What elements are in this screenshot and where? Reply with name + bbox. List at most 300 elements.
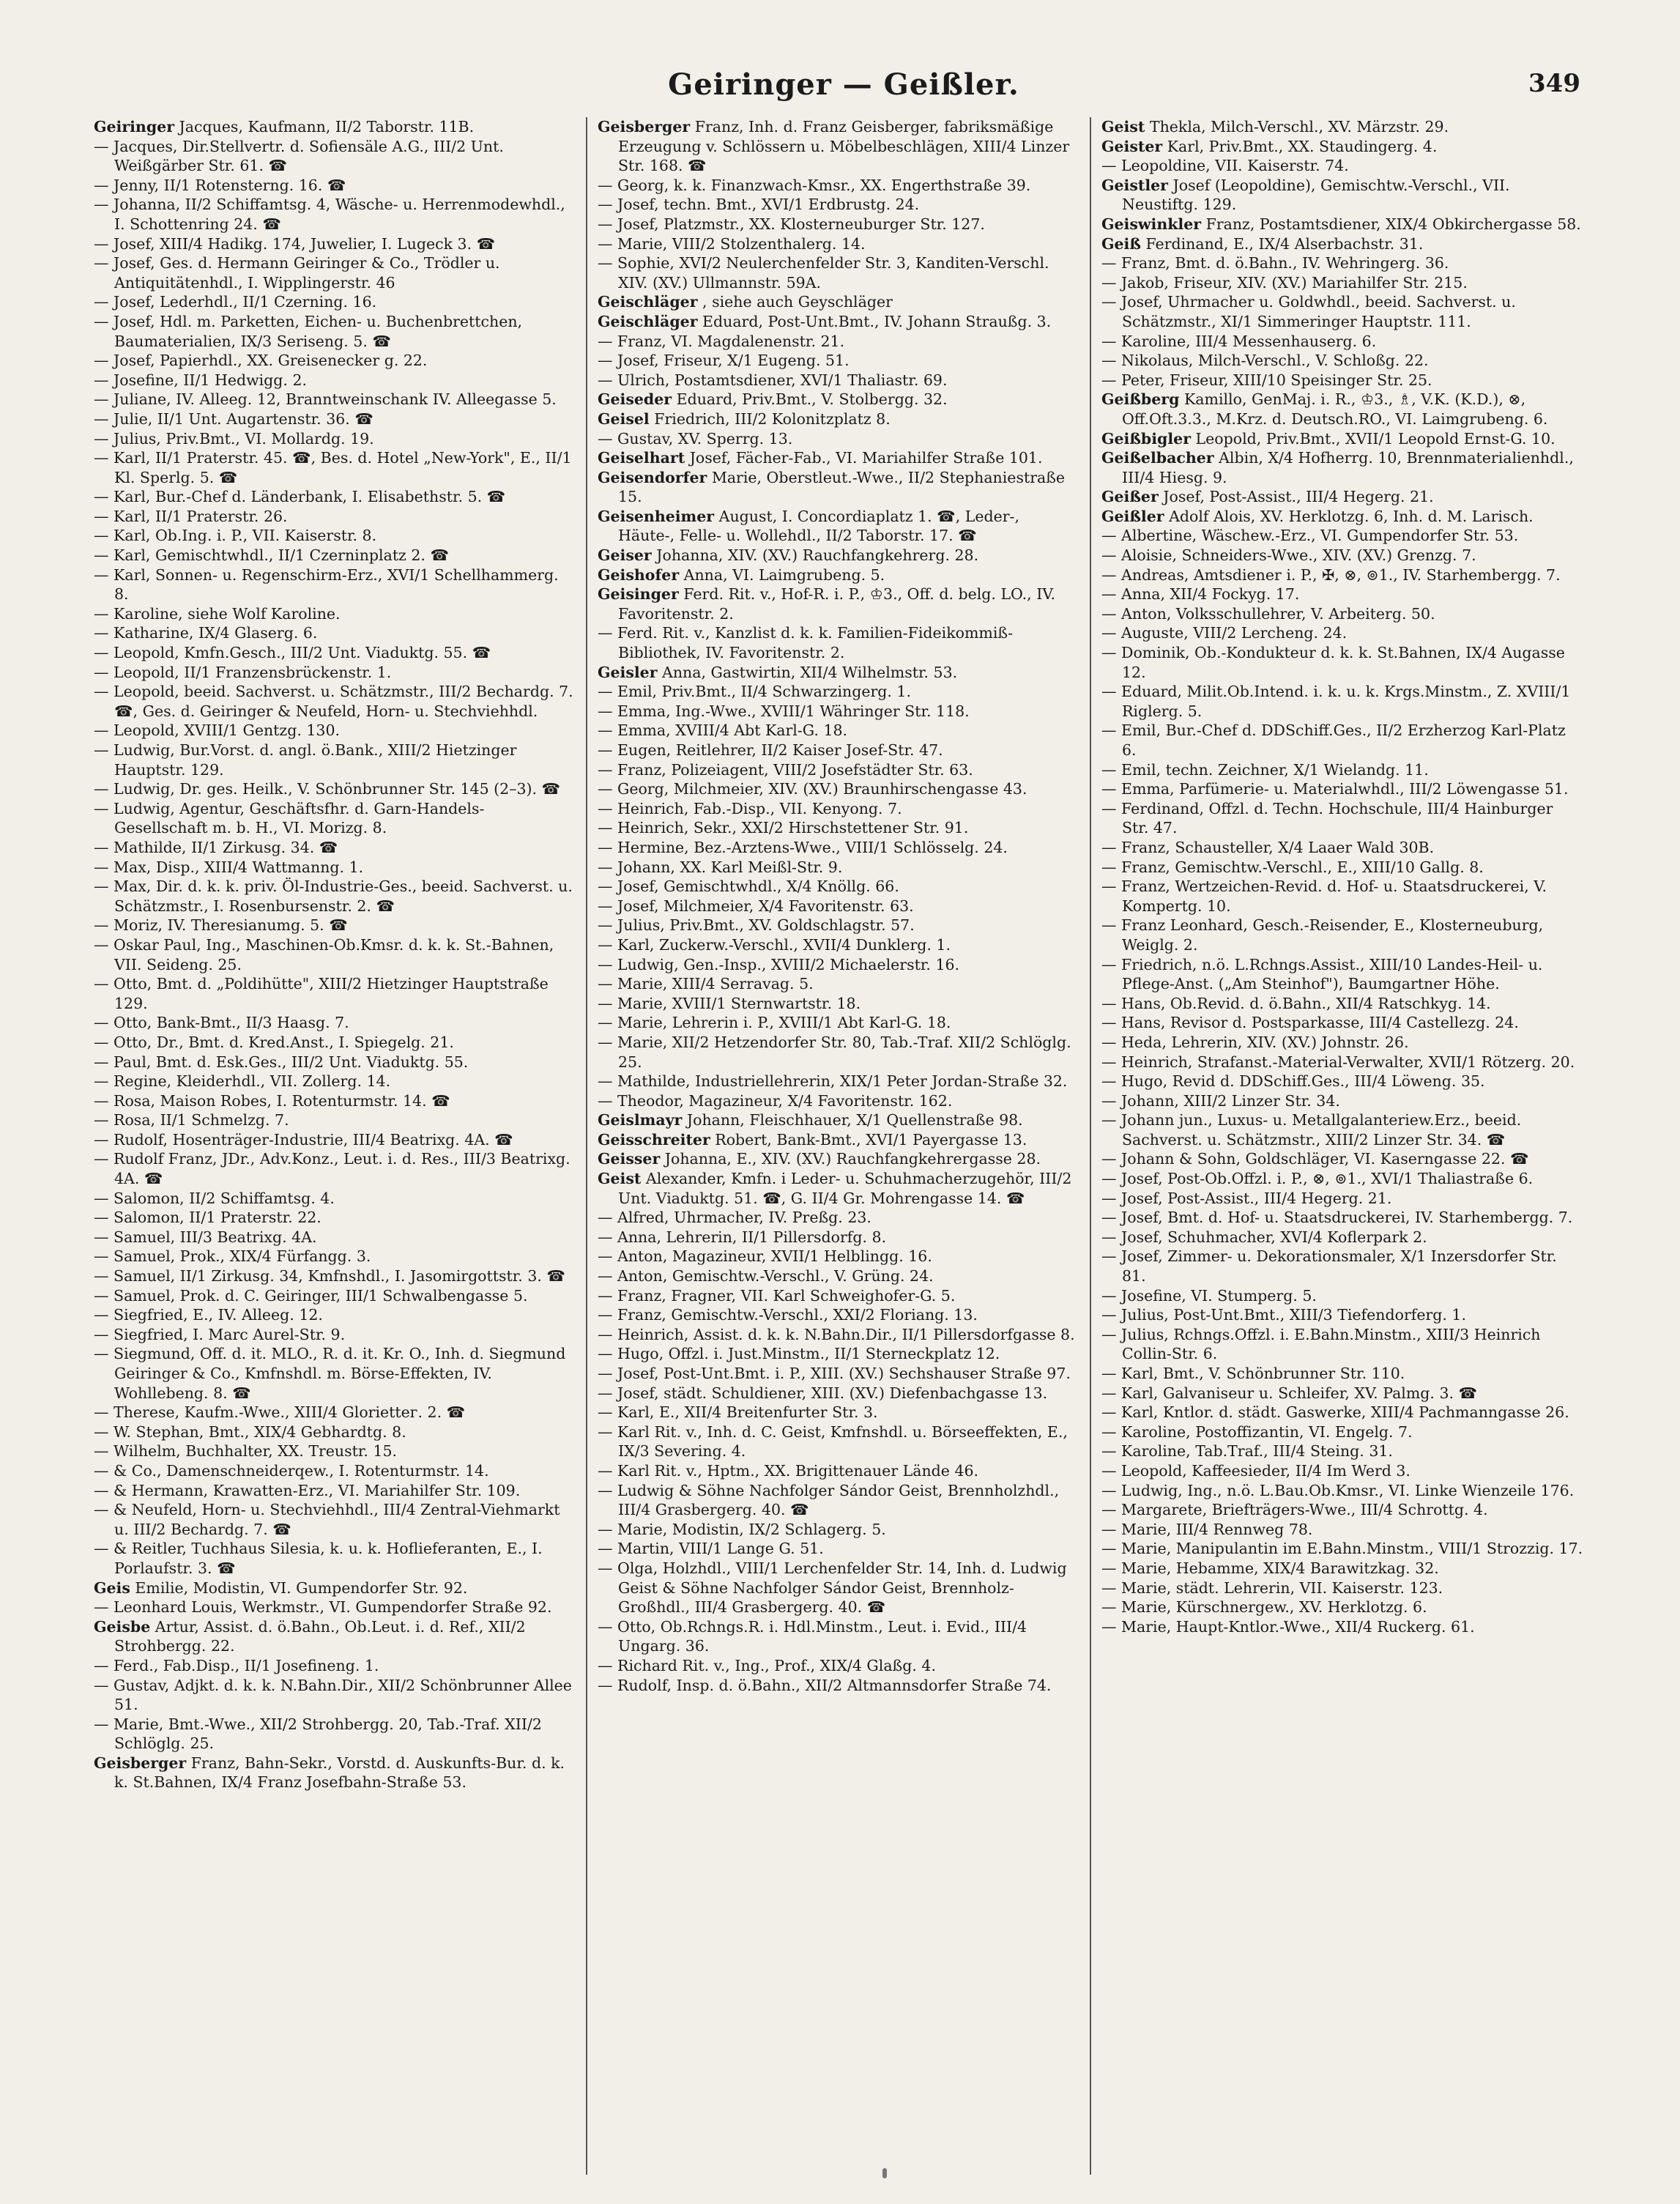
entry-text: Marie, städt. Lehrerin, VII. Kaiserstr. 123. — [1121, 1578, 1443, 1597]
entry-text: Emma, XVIII/4 Abt Karl-G. 18. — [617, 721, 848, 740]
entry-surname: Geisberger — [598, 118, 691, 136]
directory-entry — [598, 682, 1079, 702]
directory-entry — [1101, 1091, 1583, 1111]
entry-text: Josef, Hdl. m. Parketten, Eichen- u. Buchenbrettchen, Baumaterialien, IX/3 Seriseng. 5. ☎ — [114, 312, 523, 350]
directory-entry — [94, 663, 576, 683]
entry-text: Anna, Lehrerin, II/1 Pillersdorfg. 8. — [617, 1228, 887, 1246]
directory-entry — [598, 1305, 1079, 1325]
entry-text: Katharine, IX/4 Glaserg. 6. — [114, 624, 318, 642]
entry-text: Johanna, XIV. (XV.) Rauchfangkehrerg. 28. — [656, 546, 979, 565]
entry-surname: Geischläger — [598, 312, 698, 330]
directory-entry — [1101, 1617, 1583, 1637]
entry-text: Julius, Post-Unt.Bmt., XIII/3 Tiefendorferg. 1. — [1121, 1306, 1466, 1324]
directory-entry — [94, 1091, 576, 1111]
entry-text: & Hermann, Krawatten-Erz., VI. Mariahilfer Str. 109. — [114, 1481, 521, 1499]
directory-entry — [598, 721, 1079, 741]
entry-text: Gustav, XV. Sperrg. 13. — [617, 429, 793, 448]
directory-entry — [94, 623, 576, 643]
entry-text: Emil, Priv.Bmt., II/4 Schwarzingerg. 1. — [617, 683, 911, 701]
entry-text: Jacques, Dir.Stellvertr. d. Sofiensäle A.G., III/2 Unt. Weißgärber Str. 61. ☎ — [114, 137, 504, 175]
directory-entry — [1101, 1247, 1583, 1285]
entry-text: Karl, II/1 Praterstr. 26. — [114, 507, 288, 525]
directory-entry — [598, 994, 1079, 1014]
entry-surname: Geis — [94, 1578, 130, 1597]
directory-entry — [1101, 234, 1583, 254]
entry-surname: Geisler — [598, 663, 658, 681]
directory-entry — [598, 1091, 1079, 1111]
directory-entry — [1101, 799, 1583, 838]
directory-entry — [94, 1403, 576, 1422]
directory-entry — [1101, 1559, 1583, 1578]
directory-entry — [598, 1072, 1079, 1091]
entry-text: Aloisie, Schneiders-Wwe., XIV. (XV.) Grenzg. 7. — [1121, 546, 1476, 565]
entry-text: Marie, Hebamme, XIX/4 Barawitzkag. 32. — [1121, 1559, 1439, 1577]
entry-surname: Geist — [598, 1170, 642, 1188]
directory-entry — [1101, 1305, 1583, 1325]
entry-text: Leopold, Kaffeesieder, II/4 Im Werd 3. — [1121, 1461, 1410, 1480]
directory-entry — [94, 935, 576, 974]
entry-text: Ferdinand, Offzl. d. Techn. Hochschule, III/4 Hainburger Str. 47. — [1121, 799, 1553, 837]
directory-entry — [598, 409, 1079, 429]
directory-entry — [598, 1344, 1079, 1364]
directory-entry — [598, 955, 1079, 975]
entry-text: , siehe auch Geyschläger — [702, 293, 893, 311]
directory-entry — [598, 741, 1079, 760]
directory-entry — [1101, 858, 1583, 877]
entry-text: Karoline, III/4 Messenhauserg. 6. — [1121, 332, 1377, 350]
entry-surname: Geißler — [1101, 507, 1164, 525]
entry-text: Josefine, VI. Stumperg. 5. — [1121, 1286, 1317, 1305]
entry-text: Otto, Dr., Bmt. d. Kred.Anst., I. Spiegelg. 21. — [114, 1033, 454, 1051]
entry-text: Marie, XIII/4 Serravag. 5. — [617, 975, 814, 993]
entry-text: Karl, Bmt., V. Schönbrunner Str. 110. — [1121, 1365, 1405, 1382]
entry-text: Karoline, Tab.Traf., III/4 Steing. 31. — [1121, 1442, 1393, 1461]
directory-entry — [1101, 1149, 1583, 1169]
directory-entry — [1101, 117, 1583, 137]
entry-text: Jenny, II/1 Rotensterng. 16. ☎ — [114, 176, 346, 194]
entry-text: Friedrich, III/2 Kolonitzplatz 8. — [654, 409, 891, 428]
entry-text: Karl, Kntlor. d. städt. Gaswerke, XIII/4 Pachmanngasse 26. — [1121, 1403, 1569, 1422]
directory-entry — [598, 623, 1079, 662]
directory-entry — [94, 1617, 576, 1656]
entry-text: Karl, II/1 Praterstr. 45. ☎, Bes. d. Hotel „New-York", E., II/1 Kl. Sperlg. 5. ☎ — [114, 449, 572, 486]
directory-entry — [94, 507, 576, 527]
directory-entry — [598, 1676, 1079, 1696]
entry-surname: Geißer — [1101, 488, 1159, 506]
directory-entry — [598, 858, 1079, 877]
entry-text: August, I. Concordiaplatz 1. ☎, Leder-, Häute-, Felle- u. Wollehdl., II/2 Taborstr. 17. ☎ — [618, 507, 1019, 545]
directory-entry — [94, 117, 576, 137]
entry-surname: Geisenheimer — [598, 507, 715, 525]
entry-text: Karl, Zuckerw.-Verschl., XVII/4 Dunklerg. 1. — [617, 935, 951, 954]
entry-text: Jacques, Kaufmann, II/2 Taborstr. 11B. — [179, 118, 475, 136]
entry-text: Ferdinand, E., IX/4 Alserbachstr. 31. — [1145, 234, 1424, 253]
entry-text: Emil, Bur.-Chef d. DDSchiff.Ges., II/2 Erzherzog Karl-Platz 6. — [1121, 721, 1566, 759]
directory-entry — [1101, 332, 1583, 352]
entry-text: Olga, Holzhdl., VIII/1 Lerchenfelder Str. 14, Inh. d. Ludwig Geist & Söhne Nachfolger Sándor Geist, Brennholz-Großhdl., III/4 Grasbergerg. 40. ☎ — [617, 1559, 1067, 1617]
entry-text: Salomon, II/2 Schiffamtsg. 4. — [114, 1189, 335, 1207]
directory-entry — [598, 292, 1079, 312]
directory-entry — [94, 779, 576, 799]
directory-entry — [1101, 390, 1583, 428]
directory-entry — [94, 351, 576, 371]
directory-entry — [94, 448, 576, 487]
directory-entry — [94, 1754, 576, 1792]
entry-text: Ferd., Fab.Disp., II/1 Josefineng. 1. — [114, 1656, 379, 1674]
page-title: Geiringer — Geißler. — [668, 67, 1019, 102]
directory-entry — [94, 604, 576, 624]
entry-text: Josef, Friseur, X/1 Eugeng. 51. — [617, 352, 850, 370]
directory-entry — [94, 371, 576, 390]
entry-text: Hermine, Bez.-Arztens-Wwe., VIII/1 Schlösselg. 24. — [617, 838, 1008, 856]
entry-text: Anna, XII/4 Fockyg. 17. — [1121, 585, 1300, 604]
directory-entry — [1101, 448, 1583, 487]
directory-entry — [1101, 994, 1583, 1014]
directory-entry — [1101, 1325, 1583, 1364]
entry-text: Samuel, Prok. d. C. Geiringer, III/1 Schwalbengasse 5. — [114, 1286, 528, 1305]
directory-entry — [94, 1286, 576, 1306]
column-2 — [586, 117, 1090, 2175]
directory-entry — [1101, 1598, 1583, 1617]
entry-text: Franz Leonhard, Gesch.-Reisender, E., Klosterneuburg, Weiglg. 2. — [1121, 916, 1544, 954]
directory-entry — [598, 702, 1079, 721]
directory-entry — [1101, 1520, 1583, 1540]
entry-surname: Geiß — [1101, 234, 1141, 253]
entry-text: Josef, städt. Schuldiener, XIII. (XV.) Diefenbachgasse 13. — [617, 1384, 1048, 1402]
directory-entry — [1101, 253, 1583, 273]
directory-entry — [1101, 1169, 1583, 1189]
entry-text: Franz, Polizeiagent, VIII/2 Josefstädter Str. 63. — [617, 760, 973, 779]
entry-text: Hans, Revisor d. Postsparkasse, III/4 Castellezg. 24. — [1121, 1014, 1519, 1032]
directory-entry — [94, 1189, 576, 1209]
directory-entry — [598, 1169, 1079, 1208]
directory-entry — [598, 1364, 1079, 1384]
entry-text: Josef, Post-Unt.Bmt. i. P., XIII. (XV.) Sechshauser Straße 97. — [617, 1365, 1071, 1382]
directory-entry — [1101, 604, 1583, 624]
entry-text: Heinrich, Sekr., XXI/2 Hirschstettener Str. 91. — [617, 819, 969, 837]
entry-text: W. Stephan, Bmt., XIX/4 Gebhardtg. 8. — [114, 1422, 406, 1441]
entry-text: Rosa, II/1 Schmelzg. 7. — [114, 1111, 289, 1129]
entry-text: Franz, Bmt. d. ö.Bahn., IV. Wehringerg. 36. — [1121, 254, 1449, 272]
directory-entry — [1101, 1481, 1583, 1501]
entry-surname: Geiser — [598, 546, 652, 565]
entry-text: Rudolf, Insp. d. ö.Bahn., XII/2 Altmannsdorfer Straße 74. — [617, 1676, 1052, 1694]
directory-entry — [94, 253, 576, 292]
directory-entry — [1101, 1461, 1583, 1481]
directory-entry — [94, 1325, 576, 1345]
directory-entry — [94, 546, 576, 565]
entry-text: Anton, Gemischtw.-Verschl., V. Grüng. 24. — [617, 1267, 934, 1285]
entry-text: Karl, Ob.Ing. i. P., VII. Kaiserstr. 8. — [114, 527, 377, 545]
directory-columns — [94, 117, 1594, 2175]
directory-entry — [94, 741, 576, 779]
directory-entry — [94, 292, 576, 312]
entry-text: Josef, Fächer-Fab., VI. Mariahilfer Straße 101. — [689, 449, 1043, 467]
entry-text: Salomon, II/1 Praterstr. 22. — [114, 1209, 321, 1227]
directory-entry — [1101, 1013, 1583, 1033]
entry-text: Josef, Post-Ob.Offzl. i. P., ⊗, ⊚1., XVI/1 Thaliastraße 6. — [1121, 1170, 1534, 1188]
directory-entry — [598, 877, 1079, 897]
entry-surname: Geisschreiter — [598, 1130, 710, 1149]
entry-text: Karl Rit. v., Inh. d. C. Geist, Kmfnshdl. u. Börseeffekten, E., IX/3 Severing. 4. — [617, 1422, 1068, 1461]
entry-text: Otto, Bank-Bmt., II/3 Haasg. 7. — [114, 1014, 349, 1032]
entry-text: Marie, Kürschnergew., XV. Herklotzg. 6. — [1121, 1598, 1427, 1617]
directory-entry — [94, 877, 576, 916]
directory-entry — [1101, 507, 1583, 527]
entry-text: Karl, Galvaniseur u. Schleifer, XV. Palmg. 3. ☎ — [1121, 1384, 1478, 1402]
directory-entry — [94, 565, 576, 604]
entry-surname: Geiselhart — [598, 449, 685, 467]
page-header — [94, 51, 1594, 110]
entry-text: Karoline, Postoffizantin, VI. Engelg. 7. — [1121, 1422, 1413, 1441]
directory-entry — [1101, 916, 1583, 954]
directory-entry — [1101, 1286, 1583, 1306]
directory-entry — [94, 390, 576, 409]
directory-entry — [94, 1715, 576, 1754]
entry-text: Eduard, Priv.Bmt., V. Stolbergg. 32. — [676, 390, 948, 409]
directory-entry — [1101, 643, 1583, 682]
directory-entry — [94, 838, 576, 858]
entry-text: Marie, Haupt-Kntlor.-Wwe., XII/4 Ruckerg. 61. — [1121, 1617, 1475, 1636]
entry-text: Leopoldine, VII. Kaiserstr. 74. — [1121, 157, 1349, 175]
entry-text: Siegfried, E., IV. Alleeg. 12. — [114, 1306, 323, 1324]
entry-text: Wilhelm, Buchhalter, XX. Treustr. 15. — [114, 1442, 398, 1461]
entry-text: Albertine, Wäschew.-Erz., VI. Gumpendorfer Str. 53. — [1121, 527, 1519, 545]
entry-text: & Reitler, Tuchhaus Silesia, k. u. k. Hoflieferanten, E., I. Porlaufstr. 3. ☎ — [114, 1540, 543, 1577]
entry-surname: Geisberger — [94, 1754, 187, 1772]
entry-text: Karl, Gemischtwhdl., II/1 Czerninplatz 2. ☎ — [114, 546, 449, 565]
entry-text: Josef, Post-Assist., III/4 Hegerg. 21. — [1163, 488, 1434, 506]
directory-entry — [94, 137, 576, 176]
directory-entry — [1101, 176, 1583, 215]
directory-entry — [94, 1441, 576, 1461]
directory-entry — [1101, 156, 1583, 176]
entry-text: Josef, Zimmer- u. Dekorationsmaler, X/1 Inzersdorfer Str. 81. — [1121, 1247, 1557, 1285]
directory-entry — [598, 1013, 1079, 1033]
directory-entry — [598, 1656, 1079, 1676]
directory-entry — [598, 507, 1079, 546]
entry-text: Margarete, Briefträgers-Wwe., III/4 Schrottg. 4. — [1121, 1501, 1488, 1519]
entry-text: Julius, Priv.Bmt., VI. Mollardg. 19. — [114, 429, 374, 448]
entry-text: Nikolaus, Milch-Verschl., V. Schloßg. 22. — [1121, 352, 1429, 370]
directory-entry — [598, 1149, 1079, 1169]
entry-text: Auguste, VIII/2 Lercheng. 24. — [1121, 624, 1348, 642]
entry-text: Peter, Friseur, XIII/10 Speisinger Str. 25. — [1121, 371, 1432, 389]
entry-text: Anna, Gastwirtin, XII/4 Wilhelmstr. 53. — [662, 663, 958, 681]
directory-entry — [1101, 1110, 1583, 1149]
directory-entry — [94, 526, 576, 546]
entry-text: Heinrich, Assist. d. k. k. N.Bahn.Dir., II/1 Pillersdorfgasse 8. — [617, 1325, 1075, 1343]
entry-text: Mathilde, II/1 Zirkusg. 34. ☎ — [114, 838, 338, 856]
directory-entry — [1101, 1403, 1583, 1422]
directory-entry — [598, 818, 1079, 838]
directory-entry — [94, 1598, 576, 1617]
page-number: 349 — [1528, 69, 1580, 98]
entry-text: Johann, Fleischhauer, X/1 Quellenstraße 98. — [686, 1111, 1023, 1129]
entry-text: Emilie, Modistin, VI. Gumpendorfer Str. 92. — [135, 1578, 468, 1597]
directory-entry — [94, 176, 576, 196]
entry-text: Marie, Bmt.-Wwe., XII/2 Strohbergg. 20, Tab.-Traf. XII/2 Schlöglg. 25. — [114, 1715, 542, 1753]
directory-entry — [598, 176, 1079, 196]
directory-entry — [598, 916, 1079, 935]
entry-text: Kamillo, GenMaj. i. R., ♔3., ♗, V.K. (K.D.), ⊗, Off.Oft.3.3., M.Krz. d. Deutsch.RO., VI. Laimgrubeng. 6. — [1122, 390, 1548, 428]
entry-text: Dominik, Ob.-Kondukteur d. k. k. St.Bahnen, IX/4 Augasse 12. — [1121, 644, 1565, 681]
entry-text: Josef, Papierhdl., XX. Greisenecker g. 22. — [114, 352, 428, 370]
directory-entry — [1101, 682, 1583, 721]
directory-entry — [598, 1286, 1079, 1306]
directory-entry — [598, 390, 1079, 409]
entry-surname: Geiringer — [94, 118, 175, 136]
entry-text: Johanna, II/2 Schiffamtsg. 4, Wäsche- u. Herrenmodewhdl., I. Schottenring 24. ☎ — [114, 196, 565, 233]
directory-entry — [94, 1013, 576, 1033]
entry-text: Ludwig, Dr. ges. Heilk., V. Schönbrunner Str. 145 (2–3). ☎ — [114, 780, 561, 798]
directory-entry — [94, 1228, 576, 1247]
entry-text: Friedrich, n.ö. L.Rchngs.Assist., XIII/10 Landes-Heil- u. Pflege-Anst. („Am Steinhof"), Baumgartner Höhe. — [1121, 955, 1543, 993]
directory-entry — [598, 1481, 1079, 1520]
directory-entry — [94, 1539, 576, 1578]
entry-text: Marie, Oberstleut.-Wwe., II/2 Stephaniestraße 15. — [618, 468, 1066, 506]
entry-text: Anna, VI. Laimgrubeng. 5. — [683, 565, 885, 584]
entry-surname: Geistler — [1101, 176, 1168, 194]
column-3 — [1090, 117, 1594, 2175]
directory-entry — [94, 721, 576, 741]
directory-entry — [94, 1130, 576, 1150]
directory-entry — [598, 585, 1079, 623]
directory-entry — [94, 858, 576, 877]
entry-text: Franz, Gemischtw.-Verschl., E., XIII/10 Gallg. 8. — [1121, 858, 1484, 876]
entry-surname: Geiseder — [598, 390, 672, 409]
entry-text: Ludwig, Bur.Vorst. d. angl. ö.Bank., XIII/2 Hietzinger Hauptstr. 129. — [114, 741, 517, 779]
directory-entry — [94, 487, 576, 507]
entry-surname: Geißberg — [1101, 390, 1180, 409]
directory-entry — [1101, 760, 1583, 780]
directory-entry — [94, 1344, 576, 1403]
directory-entry — [1101, 215, 1583, 234]
directory-entry — [1101, 1364, 1583, 1384]
directory-entry — [598, 1617, 1079, 1656]
entry-text: Ferd. Rit. v., Kanzlist d. k. k. Familien-Fideikommiß-Bibliothek, IV. Favoritenstr. 2. — [617, 624, 1014, 662]
directory-entry — [598, 351, 1079, 371]
entry-text: Hugo, Revid d. DDSchiff.Ges., III/4 Löweng. 35. — [1121, 1072, 1485, 1091]
entry-text: Paul, Bmt. d. Esk.Ges., III/2 Unt. Viaduktg. 55. — [114, 1053, 469, 1071]
entry-surname: Geister — [1101, 137, 1163, 155]
entry-text: Johann, XIII/2 Linzer Str. 34. — [1121, 1091, 1340, 1110]
directory-entry — [94, 1461, 576, 1481]
entry-text: Samuel, Prok., XIX/4 Fürfangg. 3. — [114, 1247, 371, 1266]
entry-surname: Geißbigler — [1101, 429, 1191, 448]
directory-entry — [598, 117, 1079, 176]
directory-entry — [1101, 137, 1583, 157]
entry-text: Mathilde, Industriellehrerin, XIX/1 Peter Jordan-Straße 32. — [617, 1072, 1068, 1091]
entry-surname: Geißelbacher — [1101, 449, 1214, 467]
entry-text: Franz, Postamtsdiener, XIX/4 Obkirchergasse 58. — [1205, 215, 1581, 233]
directory-entry — [94, 1305, 576, 1325]
directory-entry — [598, 1461, 1079, 1481]
entry-text: Otto, Ob.Rchngs.R. i. Hdl.Minstm., Leut. i. Evid., III/4 Ungarg. 36. — [617, 1617, 1027, 1655]
directory-entry — [94, 1053, 576, 1072]
entry-text: Alexander, Kmfn. i Leder- u. Schuhmacherzugehör, III/2 Unt. Viaduktg. 51. ☎, G. II/4 Gr. Mohrengasse 14. ☎ — [618, 1170, 1072, 1207]
directory-entry — [94, 1110, 576, 1130]
directory-entry — [94, 195, 576, 234]
directory-entry — [598, 663, 1079, 683]
directory-entry — [1101, 585, 1583, 604]
entry-text: Therese, Kaufm.-Wwe., XIII/4 Gloriettег. 2. ☎ — [114, 1403, 466, 1422]
entry-text: Josef, Schuhmacher, XVI/4 Koflerpark 2. — [1121, 1228, 1427, 1246]
directory-entry — [1101, 1228, 1583, 1247]
directory-entry — [598, 1033, 1079, 1072]
directory-entry — [1101, 565, 1583, 585]
directory-entry — [598, 799, 1079, 819]
entry-text: Hugo, Offzl. i. Just.Minstm., II/1 Sterneckplatz 12. — [617, 1345, 1000, 1363]
directory-entry — [598, 1539, 1079, 1559]
entry-text: Max, Dir. d. k. k. priv. Öl-Industrie-Ges., beeid. Sachverst. u. Schätzmstr., I. Rosenbursenstr. 2. ☎ — [114, 877, 573, 915]
entry-surname: Geisinger — [598, 585, 679, 604]
entry-text: Marie, VIII/2 Stolzenthalerg. 14. — [617, 234, 866, 253]
entry-text: Josef, Lederhdl., II/1 Czerning. 16. — [114, 293, 377, 311]
entry-text: Rudolf, Hosenträger-Industrie, III/4 Beatrixg. 4A. ☎ — [114, 1130, 513, 1149]
directory-entry — [598, 429, 1079, 449]
entry-text: Leopold, Priv.Bmt., XVII/1 Leopold Ernst-G. 10. — [1195, 429, 1556, 448]
entry-text: Josef, XIII/4 Hadikg. 174, Juwelier, I. Lugeck 3. ☎ — [114, 234, 496, 253]
entry-text: Robert, Bank-Bmt., XVI/1 Payergasse 13. — [715, 1130, 1027, 1149]
directory-entry — [1101, 487, 1583, 507]
directory-entry — [598, 253, 1079, 292]
entry-surname: Geislmayr — [598, 1111, 683, 1129]
directory-entry — [1101, 955, 1583, 994]
directory-entry — [94, 682, 576, 721]
directory-entry — [598, 760, 1079, 780]
entry-text: Adolf Alois, XV. Herklotzg. 6, Inh. d. M. Larisch. — [1169, 507, 1534, 525]
entry-text: Ludwig, Gen.-Insp., XVIII/2 Michaelerstr. 16. — [617, 955, 960, 973]
entry-text: Jakob, Friseur, XIV. (XV.) Mariahilfer Str. 215. — [1121, 273, 1468, 292]
directory-entry — [598, 1325, 1079, 1345]
entry-text: Gustav, Adjkt. d. k. k. N.Bahn.Dir., XII/2 Schönbrunner Allee 51. — [114, 1676, 572, 1714]
directory-entry — [94, 643, 576, 663]
entry-text: Leonhard Louis, Werkmstr., VI. Gumpendorfer Straße 92. — [114, 1598, 552, 1617]
entry-text: Siegfried, I. Marc Aurel-Str. 9. — [114, 1325, 346, 1343]
entry-text: Franz, Wertzeichen-Revid. d. Hof- u. Staatsdruckerei, V. Kompertg. 10. — [1121, 877, 1547, 915]
entry-text: Karl, E., XII/4 Breitenfurter Str. 3. — [617, 1403, 878, 1422]
entry-text: Regine, Kleiderhdl., VII. Zollerg. 14. — [114, 1072, 391, 1091]
directory-entry — [94, 1247, 576, 1266]
directory-entry — [598, 779, 1079, 799]
entry-text: Johann, XX. Karl Meißl-Str. 9. — [617, 858, 843, 876]
directory-entry — [94, 234, 576, 254]
entry-text: Georg, k. k. Finanzwach-Kmsr., XX. Engerthstraße 39. — [617, 176, 1031, 194]
directory-entry — [1101, 877, 1583, 916]
entry-surname: Geisbe — [94, 1617, 151, 1636]
entry-text: Rosa, Maison Robes, I. Rotenturmstr. 14. ☎ — [114, 1091, 450, 1110]
directory-entry — [1101, 371, 1583, 390]
entry-text: Ludwig, Ing., n.ö. L.Bau.Ob.Kmsr., VI. Linke Wienzeile 176. — [1121, 1481, 1575, 1499]
directory-entry — [598, 312, 1079, 332]
directory-entry — [94, 916, 576, 935]
entry-text: Julius, Rchngs.Offzl. i. E.Bahn.Minstm., XIII/3 Heinrich Collin-Str. 6. — [1121, 1325, 1541, 1363]
directory-entry — [598, 974, 1079, 994]
entry-text: Franz, Schausteller, X/4 Laaer Wald 30B. — [1121, 838, 1435, 856]
entry-text: Josef, Uhrmacher u. Goldwhdl., beeid. Sachverst. u. Schätzmstr., XI/1 Simmeringer Hauptstr. 111. — [1121, 293, 1516, 330]
entry-text: Franz, Fragner, VII. Karl Schweighofer-G. 5. — [617, 1286, 956, 1305]
directory-entry — [1101, 1384, 1583, 1403]
entry-text: Georg, Milchmeier, XIV. (XV.) Braunhirschengasse 43. — [617, 780, 1027, 798]
entry-text: Ludwig & Söhne Nachfolger Sándor Geist, Brennholzhdl., III/4 Grasbergerg. 40. ☎ — [617, 1481, 1060, 1519]
directory-entry — [598, 1247, 1079, 1266]
directory-entry — [94, 974, 576, 1013]
entry-text: Eugen, Reitlehrer, II/2 Kaiser Josef-Str. 47. — [617, 741, 943, 759]
entry-text: Richard Rit. v., Ing., Prof., XIX/4 Glaßg. 4. — [617, 1656, 936, 1674]
entry-text: & Co., Damenschneiderqew., I. Rotenturmstr. 14. — [114, 1461, 489, 1480]
directory-entry — [94, 1149, 576, 1188]
